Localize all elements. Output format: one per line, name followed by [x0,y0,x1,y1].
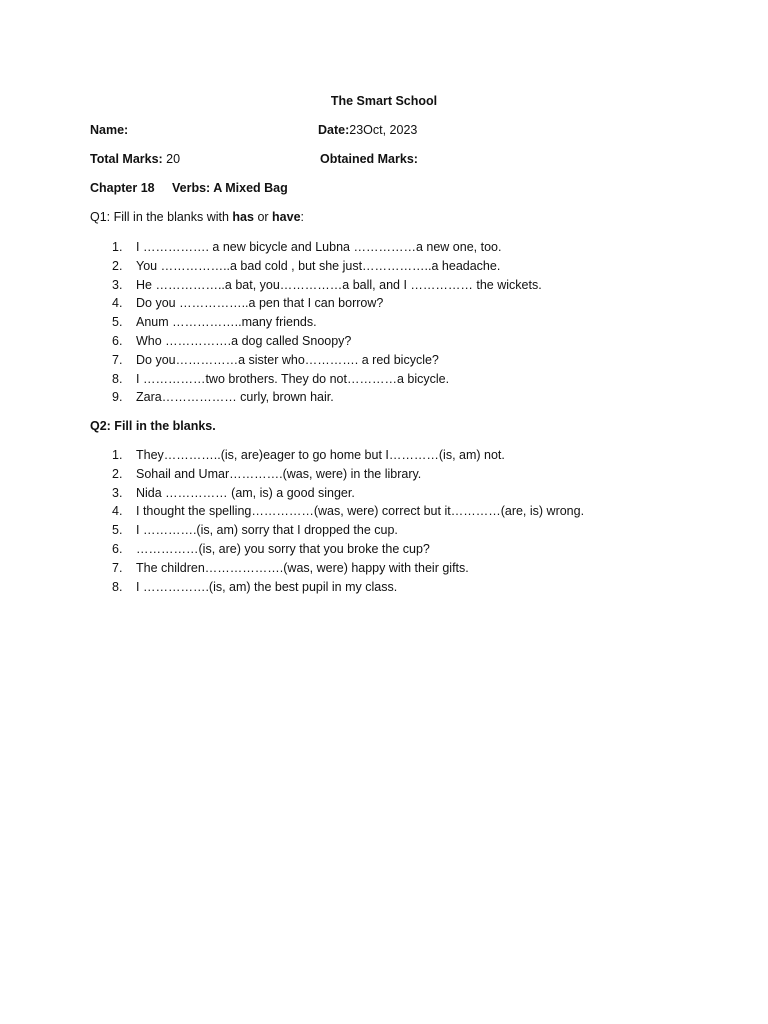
school-title: The Smart School [330,94,438,108]
total-marks-value: 20 [162,152,181,166]
item-number: 4. [112,296,123,311]
q1-word-has: has [232,210,254,224]
item-number: 6. [112,333,123,348]
item-number: 8. [112,579,123,594]
item-text: Who …………….a dog called Snoopy? [136,333,352,348]
list-item [112,332,542,351]
list-item [112,502,584,521]
obtained-marks-label: Obtained Marks: [320,152,418,166]
chapter-title: Verbs: A Mixed Bag [172,181,288,195]
total-marks-field [90,152,180,166]
item-text: Anum ……………..many friends. [136,315,317,330]
item-number: 2. [112,258,123,273]
item-number: 1. [112,448,123,462]
q2-heading: Q2: Fill in the blanks. [90,419,216,433]
list-item [112,388,542,407]
item-text: I ……………. a new bicycle and Lubna ……………a new one, too. [136,240,502,254]
list-item [112,276,542,295]
q1-heading [90,210,304,224]
item-number: 8. [112,371,123,386]
list-item [112,578,584,597]
item-number: 2. [112,466,123,481]
list-item [112,257,542,276]
list-item [112,370,542,389]
item-number: 5. [112,523,123,538]
date-label: Date: [318,123,350,137]
item-text: The children……………….(was, were) happy with their gifts. [136,560,469,575]
item-number: 3. [112,277,123,292]
item-number: 6. [112,541,123,556]
q1-prefix: Q1: Fill in the blanks with [90,210,233,224]
item-number: 9. [112,390,123,405]
item-text: Do you……………a sister who…………. a red bicycle? [136,352,439,367]
item-text: Sohail and Umar………….(was, were) in the library. [136,466,422,481]
list-item [112,238,542,257]
date-value: 23Oct, 2023 [349,123,418,137]
item-text: Do you ……………..a pen that I can borrow? [136,296,384,311]
list-item [112,559,584,578]
item-text: I thought the spelling……………(was, were) correct but it…………(are, is) wrong. [136,504,585,519]
item-text: Nida …………… (am, is) a good singer. [136,485,355,500]
list-item [112,465,584,484]
chapter-number: Chapter 18 [90,181,155,195]
item-number: 7. [112,352,123,367]
list-item [112,540,584,559]
item-number: 3. [112,485,123,500]
item-text: Zara……………… curly, brown hair. [136,390,334,405]
q2-list [112,446,584,596]
item-number: 5. [112,315,123,330]
list-item [112,484,584,503]
item-text: I ………….(is, am) sorry that I dropped the cup. [136,523,398,538]
q1-word-have: have [272,210,301,224]
total-marks-label: Total Marks: [90,152,163,166]
list-item [112,313,542,332]
q1-list [112,238,542,407]
item-text: They…………..(is, are)eager to go home but I…………(is, am) not. [136,448,505,462]
item-number: 1. [112,240,123,254]
name-label: Name: [90,123,129,137]
item-text: He ……………..a bat, you……………a ball, and I …………… the wickets. [136,277,542,292]
item-text: You ……………..a bad cold , but she just……………..a headache. [136,258,501,273]
list-item [112,351,542,370]
list-item [112,521,584,540]
list-item [112,294,542,313]
list-item [112,446,584,465]
item-number: 7. [112,560,123,575]
item-number: 4. [112,504,123,519]
q1-mid: or [253,210,273,224]
item-text: I ……………two brothers. They do not…………a bicycle. [136,371,450,386]
item-text: I …………….(is, am) the best pupil in my class. [136,579,398,594]
item-text: ……………(is, are) you sorry that you broke the cup? [136,541,430,556]
q1-suffix: : [300,210,305,224]
date-field [318,123,417,137]
